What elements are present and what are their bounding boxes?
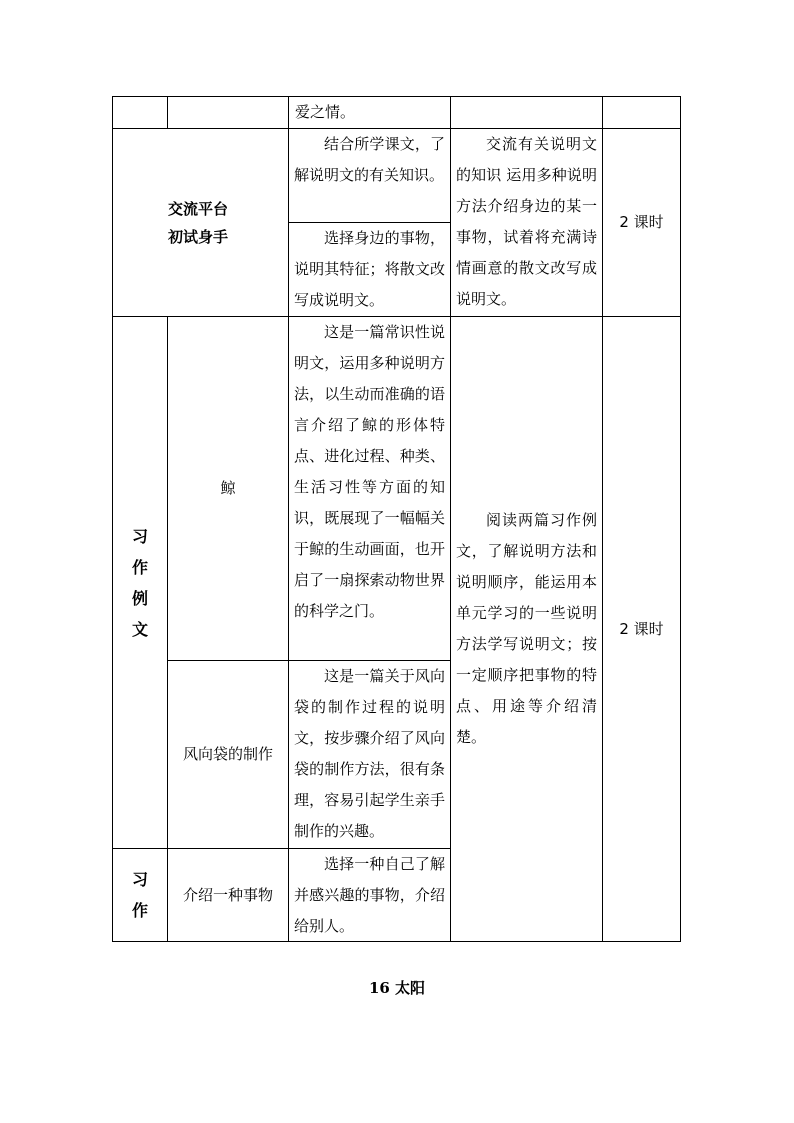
exchange-content-b: 选择身边的事物，说明其特征；将散文改写成说明文。 xyxy=(294,229,445,309)
example1-content: 这是一篇常识性说明文，运用多种说明方法，以生动而准确的语言介绍了鲸的形体特点、进化过程、种类、生活习性等方面的知识，既展现了一幅幅关于鲸的生动画面，也开启了一扇探索动物世界的科学之门。 xyxy=(294,323,445,620)
table-line xyxy=(167,96,168,129)
exchange-goal: 交流有关说明文的知识 运用多种说明方法介绍身边的某一事物，试着将充满诗情画意的散文改写成说明文。 xyxy=(456,135,597,308)
top-row-content xyxy=(289,97,450,128)
writing-section-label xyxy=(113,849,167,941)
exchange-hours: 2 课时 xyxy=(619,213,664,231)
examples-goal: 阅读两篇习作例文，了解说明方法和说明顺序，能运用本单元学习的一些说明方法学写说明文；按一定顺序把事物的特点、用途等介绍清楚。 xyxy=(456,511,597,746)
table-line xyxy=(680,96,681,942)
writing-title: 介绍一种事物 xyxy=(182,885,273,904)
examples-section-char: 例 xyxy=(131,588,148,608)
examples-section-char: 文 xyxy=(131,619,148,639)
exchange-label-line1: 交流平台 xyxy=(168,199,229,218)
writing-content: 选择一种自己了解并感兴趣的事物，介绍给别人。 xyxy=(294,855,445,935)
examples-section-char: 作 xyxy=(131,557,148,577)
writing-section-char: 习 xyxy=(131,870,148,889)
example2-content: 这是一篇关于风向袋的制作过程的说明文，按步骤介绍了风向袋的制作方法，很有条理，容易引起学生亲手制作的兴趣。 xyxy=(294,667,445,840)
exchange-content-a: 结合所学课文，了解说明文的有关知识。 xyxy=(294,135,445,184)
exchange-label-line2: 初试身手 xyxy=(168,227,229,246)
example1-title: 鲸 xyxy=(220,479,236,497)
writing-section-char: 作 xyxy=(131,901,148,920)
examples-hours: 2 课时 xyxy=(619,619,664,638)
examples-section-char: 习 xyxy=(131,526,148,546)
table-line xyxy=(112,941,681,942)
lesson-title: 16 太阳 xyxy=(368,979,426,997)
exchange-label xyxy=(113,129,288,316)
top-row-text: 爱之情。 xyxy=(295,103,356,121)
example2-title: 风向袋的制作 xyxy=(182,745,273,763)
examples-section-label xyxy=(113,317,167,848)
